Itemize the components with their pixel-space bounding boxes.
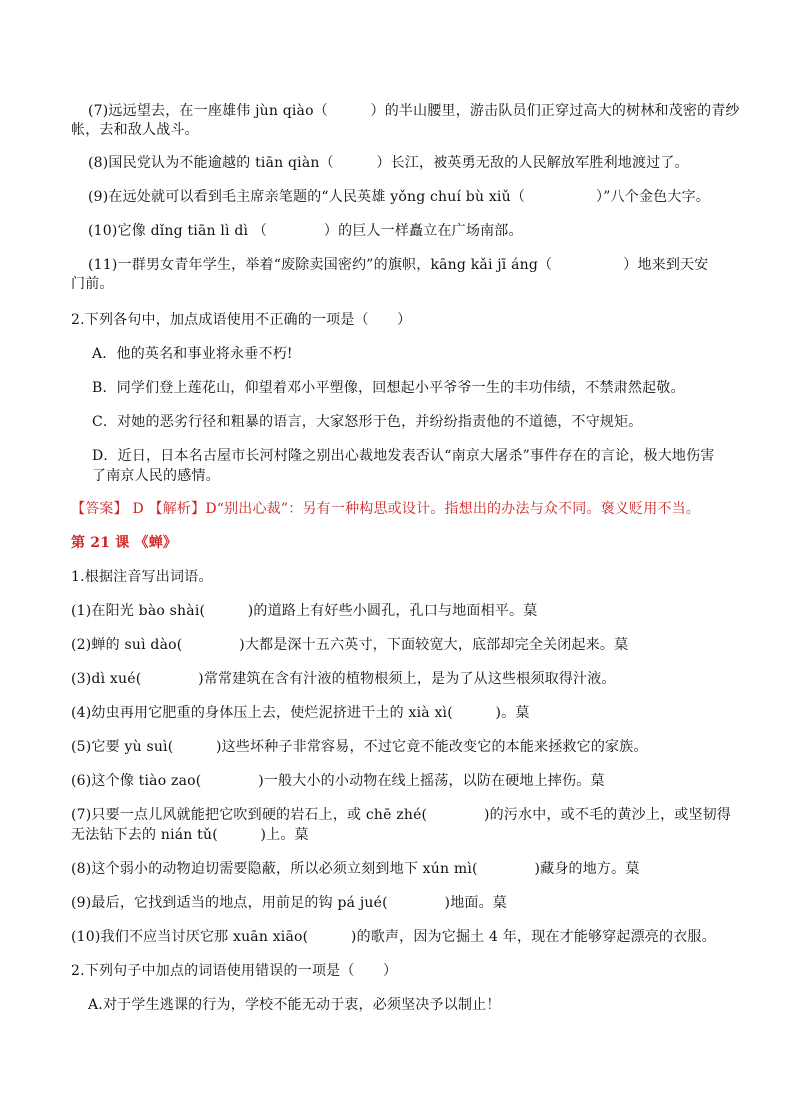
q1-item-4: (4)幼虫再用它肥重的身体压上去，使烂泥挤进干土的 xià xì( )。菒 xyxy=(71,705,530,721)
q1-item-7-line-2: 无法钻下去的 nián tǔ( )上。菒 xyxy=(71,827,309,843)
answer-analysis: 【答案】 D 【解析】D“别出心裁”：另有一种构思或设计。指想出的办法与众不同。褒义贬用不当。 xyxy=(71,501,701,517)
q2-option-a: A.对于学生逃课的行为，学校不能无动于衷，必须坚决予以制止！ xyxy=(88,997,501,1013)
option-d-line-2: 了南京人民的感情。 xyxy=(92,468,220,484)
item-9: (9)在远处就可以看到毛主席亲笔题的“人民英雄 yǒng chuí bù xiǔ（ ）”八个金色大字。 xyxy=(88,189,710,205)
option-c: C．对她的恶劣行径和粗暴的语言，大家怒形于色，并纷纷指责他的不道德，不守规矩。 xyxy=(92,414,643,430)
question-2-lesson21-stem: 2.下列句子中加点的词语使用错误的一项是（ ） xyxy=(71,963,398,979)
q1-item-3: (3)dì xué( )常常建筑在含有汁液的植物根须上，是为了从这些根须取得汁液。 xyxy=(71,671,616,687)
option-b: B．同学们登上莲花山，仰望着邓小平塑像，回想起小平爷爷一生的丰功伟绩，不禁肃然起敬。 xyxy=(92,380,685,396)
item-11-line-1: (11)一群男女青年学生，举着“废除卖国密约”的旗帜，kāng kǎi jī áng（ ）地来到天安 xyxy=(88,257,709,273)
item-10: (10)它像 dǐng tiān lì dì （ ）的巨人一样矗立在广场南部。 xyxy=(88,223,523,239)
q1-item-6: (6)这个像 tiào zao( )一般大小的小动物在线上摇荡，以防在硬地上摔伤。菒 xyxy=(71,773,605,789)
question-1-stem: 1.根据注音写出词语。 xyxy=(71,569,213,585)
q1-item-1: (1)在阳光 bào shài( )的道路上有好些小圆孔，孔口与地面相平。菒 xyxy=(71,603,538,619)
q1-item-5: (5)它要 yù suì( )这些坏种子非常容易，不过它竟不能改变它的本能来拯救它的家族。 xyxy=(71,739,648,755)
option-a: A．他的英名和事业将永垂不朽! xyxy=(92,346,293,362)
item-8: (8)国民党认为不能逾越的 tiān qiàn（ ）长江，被英勇无敌的人民解放军胜利地渡过了。 xyxy=(88,155,689,171)
q1-item-7-line-1: (7)只要一点儿风就能把它吹到硬的岩石上，或 chē zhé( )的污水中，或不毛的黄沙上，或坚韧得 xyxy=(71,807,732,823)
q1-item-2: (2)蝉的 suì dào( )大都是深十五六英寸，下面较宽大，底部却完全关闭起来。菒 xyxy=(71,637,629,653)
item-7-line-2: 帐，去和敌人战斗。 xyxy=(71,122,199,138)
q1-item-10: (10)我们不应当讨厌它那 xuān xiāo( )的歌声，因为它掘土 4 年，现在才能够穿起漂亮的衣服。 xyxy=(71,929,716,945)
item-7-line-1: (7)远远望去，在一座雄伟 jùn qiào（ ）的半山腰里，游击队员们正穿过高大的树林和茂密的青纱 xyxy=(88,103,740,119)
question-2-stem: 2.下列各句中，加点成语使用不正确的一项是（ ） xyxy=(71,312,412,328)
item-11-line-2: 门前。 xyxy=(71,276,114,292)
lesson-title: 第 21 课 《蝉》 xyxy=(71,535,178,551)
q1-item-9: (9)最后，它找到适当的地点，用前足的钩 pá jué( )地面。菒 xyxy=(71,895,508,911)
q1-item-8: (8)这个弱小的动物迫切需要隐蔽，所以必须立刻到地下 xún mì( )藏身的地方。菒 xyxy=(71,861,640,877)
option-d-line-1: D．近日，日本名古屋市长河村隆之别出心裁地发表否认“南京大屠杀”事件存在的言论，极大地伤害 xyxy=(92,448,715,464)
